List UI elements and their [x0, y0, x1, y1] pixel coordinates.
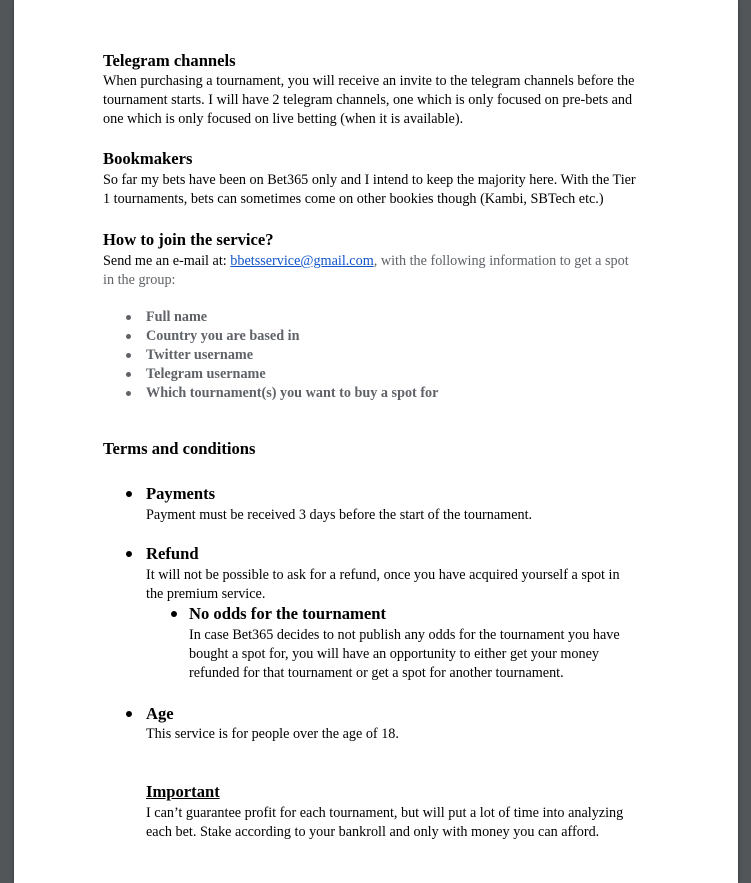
join-line-2: in the group: — [103, 272, 176, 288]
no-odds-line-3: refunded for that tournament or get a spot for another tournament. — [189, 665, 564, 681]
join-item-full-name: Full name — [146, 309, 208, 325]
join-item-twitter: Twitter username — [146, 347, 254, 363]
bullet-icon — [126, 372, 131, 377]
bookmakers-line-2: 1 tournaments, bets can sometimes come on other bookies though (Kambi, SBTech etc.) — [103, 191, 604, 207]
bullet-icon — [126, 711, 132, 717]
bullet-icon — [126, 551, 132, 557]
refund-line-1: It will not be possible to ask for a refund, once you have acquired yourself a spot in — [146, 567, 620, 583]
no-odds-line-2: bought a spot for, you will have an opportunity to either get your money — [189, 646, 600, 662]
document-page — [14, 0, 738, 883]
telegram-heading: Telegram channels — [103, 51, 236, 70]
no-odds-line-1: In case Bet365 decides to not publish any odds for the tournament you have — [189, 627, 620, 643]
join-suffix: , with the following information to get a spot — [373, 253, 629, 269]
telegram-line-2: tournament starts. I will have 2 telegram channels, one which is only focused on pre-bets and — [103, 92, 633, 108]
bullet-icon — [126, 353, 131, 358]
join-item-telegram: Telegram username — [146, 366, 266, 382]
terms-heading: Terms and conditions — [103, 439, 256, 458]
bookmakers-line-1: So far my bets have been on Bet365 only and I intend to keep the majority here. With the Tier — [103, 172, 636, 188]
refund-title: Refund — [146, 544, 199, 563]
document-content — [14, 0, 738, 883]
join-line-1 — [103, 252, 629, 271]
payments-text: Payment must be received 3 days before the start of the tournament. — [146, 507, 533, 523]
join-prefix: Send me an e-mail at: — [103, 253, 231, 269]
payments-title: Payments — [146, 484, 216, 503]
telegram-line-3: one which is only focused on live betting (when it is available). — [103, 111, 464, 127]
bullet-icon — [126, 391, 131, 396]
age-title: Age — [146, 704, 174, 723]
bullet-icon — [126, 334, 131, 339]
join-item-tournaments: Which tournament(s) you want to buy a spot for — [146, 385, 439, 401]
telegram-line-1: When purchasing a tournament, you will receive an invite to the telegram channels before the — [103, 73, 635, 89]
bullet-icon — [171, 611, 177, 617]
bookmakers-heading: Bookmakers — [103, 149, 193, 168]
age-text: This service is for people over the age of 18. — [146, 726, 399, 742]
join-heading: How to join the service? — [103, 230, 274, 249]
no-odds-title: No odds for the tournament — [189, 604, 386, 623]
important-title: Important — [146, 782, 220, 801]
refund-line-2: the premium service. — [146, 586, 266, 602]
bullet-icon — [126, 315, 131, 320]
join-item-country: Country you are based in — [146, 328, 300, 344]
important-line-2: each bet. Stake according to your bankroll and only with money you can afford. — [146, 824, 600, 840]
bullet-icon — [126, 491, 132, 497]
important-line-1: I can’t guarantee profit for each tournament, but will put a lot of time into analyzing — [146, 805, 624, 821]
email-link[interactable]: bbetsservice@gmail.com — [230, 253, 374, 269]
